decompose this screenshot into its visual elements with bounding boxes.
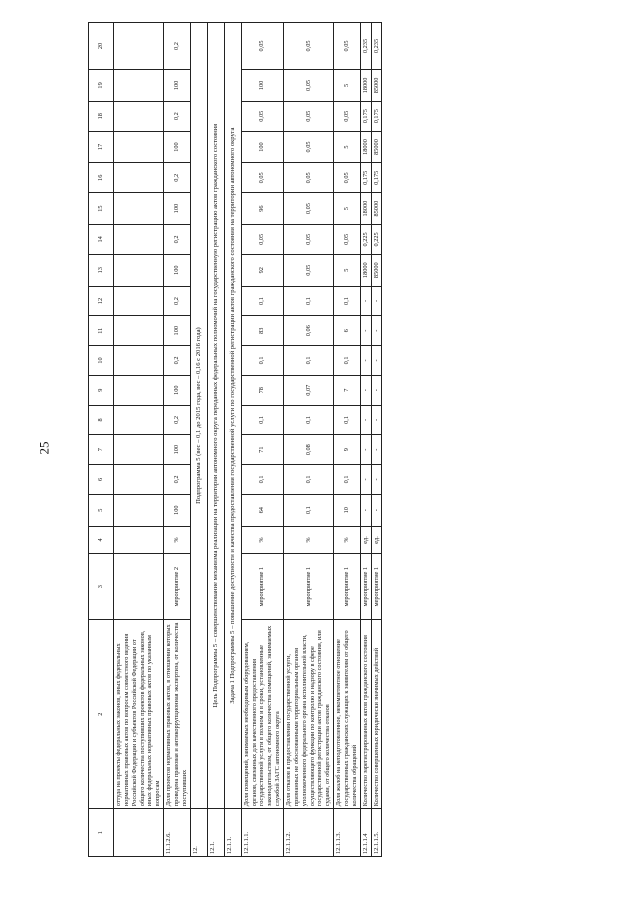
- value-cell: 85000: [371, 69, 382, 101]
- header-cell: 7: [89, 435, 114, 465]
- value-cell: -: [371, 465, 382, 495]
- value-cell: 0,05: [284, 193, 334, 225]
- value-cell: 0,05: [284, 225, 334, 255]
- value-cell: 0,06: [284, 316, 334, 346]
- value-cell: 0,05: [241, 163, 283, 193]
- value-cell: 0,225: [371, 225, 382, 255]
- header-cell: 1: [89, 809, 114, 857]
- value-cell: 0,2: [164, 101, 191, 131]
- value-cell: 0,1: [241, 286, 283, 316]
- indicator-name-cell: Количество зарегистрированных актов гражданского состояния: [360, 620, 371, 809]
- value-cell: [114, 286, 164, 316]
- value-cell: [114, 346, 164, 376]
- value-cell: 64: [241, 494, 283, 526]
- header-cell: 19: [89, 69, 114, 101]
- value-cell: -: [371, 286, 382, 316]
- value-cell: [114, 163, 164, 193]
- value-cell: 0,1: [284, 494, 334, 526]
- header-cell: 6: [89, 465, 114, 495]
- value-cell: -: [371, 435, 382, 465]
- section-heading-cell: Цель Подпрограммы 5 – совершенствование механизма реализации на территории автономного округа переданных федеральных полномочий на государственную регистрацию актов гражданского состояния: [207, 23, 224, 809]
- value-cell: 0,05: [334, 101, 361, 131]
- value-cell: 92: [241, 254, 283, 286]
- value-cell: 0,2: [164, 405, 191, 435]
- value-cell: ед.: [371, 526, 382, 554]
- page-number: 25: [36, 441, 52, 455]
- header-row: [89, 23, 114, 857]
- value-cell: -: [360, 375, 371, 405]
- value-cell: мероприятие 1: [241, 554, 283, 620]
- value-cell: 0,05: [334, 163, 361, 193]
- value-cell: -: [360, 286, 371, 316]
- value-cell: 85000: [371, 131, 382, 163]
- value-cell: 0,235: [371, 23, 382, 70]
- value-cell: 10: [334, 494, 361, 526]
- value-cell: [114, 526, 164, 554]
- value-cell: 71: [241, 435, 283, 465]
- indicator-name-cell: Доля помещений, занимаемых необходимым оборудованием, органов, связанных для качественного предоставления государственной услуги в полном и в сроки, установленные законодательством, от общего количества помещений, занимаемых службой ЗАГС автономного округа: [241, 620, 283, 809]
- value-cell: 0,175: [371, 163, 382, 193]
- value-cell: 100: [164, 69, 191, 101]
- value-cell: %: [334, 526, 361, 554]
- value-cell: 0,2: [164, 23, 191, 70]
- value-cell: 100: [164, 435, 191, 465]
- value-cell: 0,05: [284, 163, 334, 193]
- indicator-name-cell: Доля проектов нормативных правовых актов, в отношении которых проведена правовая и антикоррупционная экспертиза, от количества поступивших: [164, 620, 191, 809]
- value-cell: 0,2: [164, 225, 191, 255]
- value-cell: 0,07: [284, 375, 334, 405]
- value-cell: 0,05: [334, 225, 361, 255]
- row-number-cell: 12.: [190, 809, 207, 857]
- table-row: [190, 23, 207, 857]
- value-cell: мероприятие 1: [360, 554, 371, 620]
- value-cell: 100: [241, 69, 283, 101]
- table-row: [371, 23, 382, 857]
- value-cell: %: [241, 526, 283, 554]
- value-cell: 100: [164, 494, 191, 526]
- value-cell: -: [371, 316, 382, 346]
- value-cell: 100: [241, 131, 283, 163]
- table-row: [284, 23, 334, 857]
- value-cell: -: [371, 375, 382, 405]
- value-cell: 9: [334, 435, 361, 465]
- table-row: [164, 23, 191, 857]
- header-cell: 9: [89, 375, 114, 405]
- value-cell: 0,05: [334, 23, 361, 70]
- value-cell: [114, 554, 164, 620]
- value-cell: 0,175: [360, 163, 371, 193]
- table-row: [114, 23, 164, 857]
- value-cell: мероприятие 2: [164, 554, 191, 620]
- row-number-cell: 12.1.1.: [224, 809, 241, 857]
- value-cell: 0,225: [360, 225, 371, 255]
- value-cell: 18000: [360, 193, 371, 225]
- value-cell: 0,2: [164, 163, 191, 193]
- table-row: [360, 23, 371, 857]
- value-cell: мероприятие 1: [334, 554, 361, 620]
- value-cell: 0,1: [241, 465, 283, 495]
- value-cell: 0,05: [241, 225, 283, 255]
- value-cell: 85000: [371, 193, 382, 225]
- row-number-cell: [114, 809, 164, 857]
- value-cell: 0,1: [334, 405, 361, 435]
- value-cell: 0,1: [241, 346, 283, 376]
- value-cell: 0,08: [284, 435, 334, 465]
- header-cell: 16: [89, 163, 114, 193]
- value-cell: [114, 254, 164, 286]
- value-cell: 5: [334, 193, 361, 225]
- value-cell: -: [360, 494, 371, 526]
- header-cell: 15: [89, 193, 114, 225]
- value-cell: 0,05: [241, 23, 283, 70]
- row-number-cell: 12.1.1.4: [360, 809, 371, 857]
- table-rotated-wrapper: [88, 22, 613, 857]
- header-cell: 5: [89, 494, 114, 526]
- value-cell: 100: [164, 254, 191, 286]
- header-cell: 2: [89, 620, 114, 809]
- value-cell: 6: [334, 316, 361, 346]
- value-cell: ед.: [360, 526, 371, 554]
- header-cell: 13: [89, 254, 114, 286]
- value-cell: [114, 465, 164, 495]
- value-cell: [114, 101, 164, 131]
- value-cell: 0,235: [360, 23, 371, 70]
- row-number-cell: 12.1.1.1.: [241, 809, 283, 857]
- value-cell: 0,2: [164, 286, 191, 316]
- value-cell: 5: [334, 69, 361, 101]
- value-cell: 18000: [360, 254, 371, 286]
- value-cell: [114, 494, 164, 526]
- value-cell: 100: [164, 131, 191, 163]
- header-cell: 17: [89, 131, 114, 163]
- value-cell: 0,1: [284, 346, 334, 376]
- value-cell: 78: [241, 375, 283, 405]
- value-cell: 0,2: [164, 346, 191, 376]
- value-cell: мероприятие 1: [371, 554, 382, 620]
- value-cell: 0,05: [284, 254, 334, 286]
- value-cell: 18000: [360, 69, 371, 101]
- indicator-name-cell: оттуда на проекты федеральных законов, иных федеральных нормативных правовых актов по вопросам совместного ведения Российской Федерации и субъектов Российской Федерации от общего количества поступивших проектов федеральных законов, иных федеральных нормативных правовых актов по указанным вопросам: [114, 620, 164, 809]
- value-cell: 0,1: [334, 286, 361, 316]
- table-row: [224, 23, 241, 857]
- header-cell: 18: [89, 101, 114, 131]
- value-cell: 18000: [360, 131, 371, 163]
- value-cell: 0,1: [284, 286, 334, 316]
- value-cell: -: [360, 465, 371, 495]
- header-cell: 12: [89, 286, 114, 316]
- value-cell: 5: [334, 131, 361, 163]
- value-cell: 100: [164, 193, 191, 225]
- row-number-cell: 11.1.2.6.: [164, 809, 191, 857]
- value-cell: 0,05: [284, 131, 334, 163]
- value-cell: [114, 375, 164, 405]
- value-cell: -: [371, 494, 382, 526]
- header-cell: 8: [89, 405, 114, 435]
- value-cell: -: [360, 435, 371, 465]
- value-cell: [114, 435, 164, 465]
- value-cell: 0,2: [164, 465, 191, 495]
- row-number-cell: 12.1.1.5.: [371, 809, 382, 857]
- value-cell: [114, 193, 164, 225]
- value-cell: 0,05: [241, 101, 283, 131]
- value-cell: 5: [334, 254, 361, 286]
- value-cell: [114, 131, 164, 163]
- value-cell: %: [164, 526, 191, 554]
- value-cell: [114, 316, 164, 346]
- value-cell: 85000: [371, 254, 382, 286]
- value-cell: 96: [241, 193, 283, 225]
- row-number-cell: 12.1.1.2.: [284, 809, 334, 857]
- indicators-table: [88, 22, 382, 857]
- value-cell: %: [284, 526, 334, 554]
- table-row: [241, 23, 283, 857]
- value-cell: мероприятие 1: [284, 554, 334, 620]
- value-cell: 100: [164, 316, 191, 346]
- value-cell: 0,1: [334, 465, 361, 495]
- table-row: [207, 23, 224, 857]
- value-cell: 0,1: [334, 346, 361, 376]
- row-number-cell: 12.1.1.3.: [334, 809, 361, 857]
- indicator-name-cell: Доля жалоб на неподготовленное, некомпетентное отношение государственных гражданских служащих к заявителям от общего количества обращений: [334, 620, 361, 809]
- value-cell: 0,1: [241, 405, 283, 435]
- section-heading-cell: Задача 1 Подпрограммы 5 – повышение доступности и качества предоставления государственной услуги по государственной регистрации актов гражданского состояния на территории автономного округа: [224, 23, 241, 809]
- value-cell: 0,175: [371, 101, 382, 131]
- value-cell: 0,05: [284, 69, 334, 101]
- value-cell: 83: [241, 316, 283, 346]
- value-cell: [114, 23, 164, 70]
- value-cell: 100: [164, 375, 191, 405]
- section-heading-cell: Подпрограмма 5 (вес – 0,1 до 2015 года, вес – 0,16 с 2016 года): [190, 23, 207, 809]
- value-cell: -: [360, 316, 371, 346]
- header-cell: 3: [89, 554, 114, 620]
- value-cell: -: [360, 346, 371, 376]
- value-cell: -: [371, 346, 382, 376]
- value-cell: 7: [334, 375, 361, 405]
- header-cell: 20: [89, 23, 114, 70]
- indicator-name-cell: Доля отказов в предоставлении государственной услуги, признанных не обоснованными территориальным органом уполномоченного федерального органа исполнительной власти, осуществляющего функции по контролю и надзору в сфере государственной регистрации актов гражданского состояния, или судами, от общего количества отказов: [284, 620, 334, 809]
- header-cell: 14: [89, 225, 114, 255]
- table-row: [334, 23, 361, 857]
- header-cell: 10: [89, 346, 114, 376]
- value-cell: -: [371, 405, 382, 435]
- value-cell: [114, 405, 164, 435]
- value-cell: 0,175: [360, 101, 371, 131]
- value-cell: 0,05: [284, 23, 334, 70]
- header-cell: 11: [89, 316, 114, 346]
- row-number-cell: 12.1.: [207, 809, 224, 857]
- value-cell: [114, 225, 164, 255]
- value-cell: -: [360, 405, 371, 435]
- value-cell: 0,1: [284, 405, 334, 435]
- indicator-name-cell: Количество совершенных юридически значимых действий: [371, 620, 382, 809]
- value-cell: 0,05: [284, 101, 334, 131]
- value-cell: 0,1: [284, 465, 334, 495]
- value-cell: [114, 69, 164, 101]
- header-cell: 4: [89, 526, 114, 554]
